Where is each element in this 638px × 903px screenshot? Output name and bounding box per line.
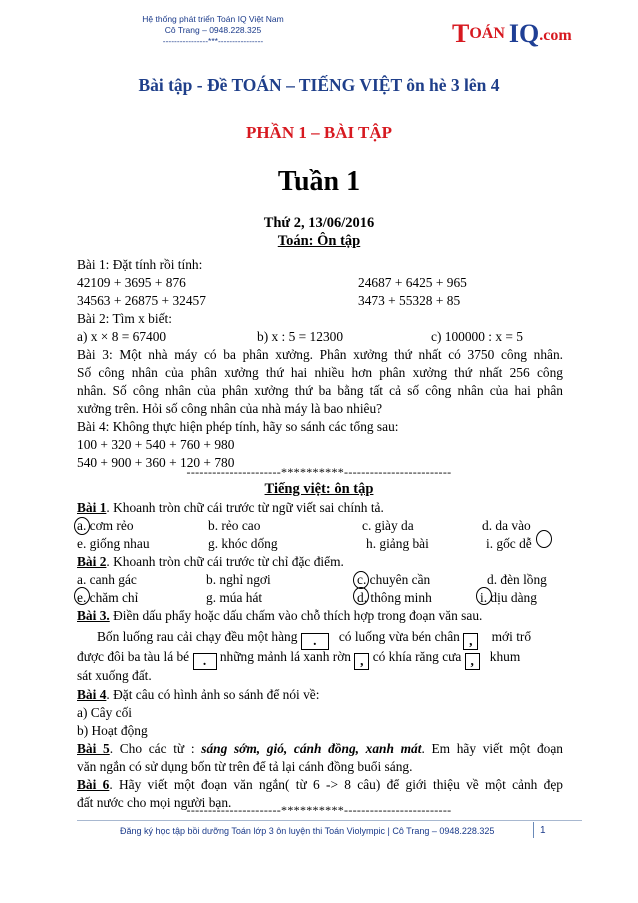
viet-b5-line2: văn ngắn có sử dụng bốn từ trên để tả lại cánh đồng buổi sáng.: [77, 759, 413, 774]
viet-b1-opt-b: b. rẻo cao: [208, 518, 261, 533]
header-divider: ----------------***----------------: [162, 36, 264, 46]
viet-b1-opt-i: i. gốc dễ: [486, 536, 532, 551]
math-b1-r2-left: 34563 + 26875 + 32457: [77, 293, 206, 308]
punctuation-box[interactable]: ,: [463, 633, 478, 650]
math-b4-row2: 540 + 900 + 360 + 120 + 780: [77, 455, 235, 470]
answer-circle: [476, 587, 492, 605]
viet-b1-opt-e: e. giống nhau: [77, 536, 150, 551]
viet-b2-opt-d: d. đèn lồng: [487, 572, 547, 587]
viet-b6-line1: Bài 6. Hãy viết một đoạn văn ngắn( từ 6 -> 8 câu) để giới thiệu về một cảnh đẹp: [77, 777, 563, 792]
math-b3-line4: xưởng trên. Hỏi số công nhân của nhà máy là bao nhiêu?: [77, 401, 383, 416]
section-separator: ----------------------**********-------------------------: [186, 465, 452, 479]
viet-b2-instruction: Bài 2. Khoanh tròn chữ cái trước từ chỉ đặc điểm.: [77, 554, 344, 569]
punctuation-box[interactable]: ,: [465, 653, 480, 670]
punctuation-box[interactable]: .: [301, 633, 329, 650]
part-title: PHẦN 1 – BÀI TẬP: [245, 123, 393, 142]
viet-b4-a: a) Cây cối: [77, 705, 133, 720]
punctuation-box[interactable]: ,: [354, 653, 369, 670]
math-b2-title: Bài 2: Tìm x biết:: [77, 311, 172, 326]
week-title: Tuần 1: [277, 166, 361, 197]
math-b2-c: c) 100000 : x = 5: [431, 329, 523, 344]
page-number: 1: [540, 825, 546, 836]
viet-b1-opt-d: d. da vào: [482, 518, 531, 533]
viet-b1-opt-a: a. cơm rẻo: [77, 518, 134, 533]
header-org: Hệ thống phát triển Toán IQ Việt Nam: [142, 14, 284, 24]
math-b1-r2-right: 3473 + 55328 + 85: [358, 293, 461, 308]
viet-b2-opt-d2: d. thông minh: [357, 590, 432, 605]
viet-b6-line2: đất nước cho mọi người bạn.: [77, 795, 232, 810]
viet-b1-opt-c: c. giày da: [362, 518, 414, 533]
math-b4-title: Bài 4: Không thực hiện phép tính, hãy so sánh các tổng sau:: [77, 419, 399, 434]
date-title: Thứ 2, 13/06/2016: [263, 215, 375, 231]
viet-b3-paragraph-line1: Bốn luống rau cải chạy đều một hàng . có luống vừa bén chân , mới trổ: [97, 629, 532, 648]
viet-b2-opt-e: e. chăm chỉ: [77, 590, 139, 605]
viet-b1-opt-g: g. khóc dống: [208, 536, 278, 551]
math-b1-r1-right: 24687 + 6425 + 965: [358, 275, 467, 290]
answer-circle: [74, 517, 90, 535]
math-b3-line3: nhân. Số công nhân của phân xưởng thứ ba bằng tất cả số công nhân của hai phân: [77, 383, 563, 398]
math-b1-title: Bài 1: Đặt tính rồi tính:: [77, 257, 203, 272]
math-heading: Toán: Ôn tập: [277, 233, 361, 249]
viet-b1-instruction: Bài 1. Khoanh tròn chữ cái trước từ ngữ viết sai chính tả.: [77, 500, 384, 515]
math-b2-b: b) x : 5 = 12300: [257, 329, 344, 344]
punctuation-box[interactable]: .: [193, 653, 217, 670]
viet-b3-instruction: Bài 3. Điền dấu phẩy hoặc dấu chấm vào chỗ thích hợp trong đoạn văn sau.: [77, 608, 483, 623]
math-b3-line1: Bài 3: Một nhà máy có ba phân xưởng. Phân xưởng thứ nhất có 3750 công nhân.: [77, 347, 563, 362]
math-b3-line2: Số công nhân của phân xưởng thứ hai nhiều hơn phân xưởng thứ nhất 256 công: [77, 365, 563, 380]
toaniq-logo: TOÁN IQ.com: [452, 19, 572, 48]
viet-b1-opt-h: h. giảng bài: [366, 536, 429, 551]
viet-b2-opt-i: i. dịu dàng: [480, 590, 537, 605]
viet-b4-b: b) Hoạt động: [77, 723, 148, 738]
answer-circle: [74, 587, 90, 605]
viet-b2-opt-a: a. canh gác: [77, 572, 137, 587]
document-title: Bài tập - Đề TOÁN – TIẾNG VIỆT ôn hè 3 lên 4: [138, 75, 500, 95]
viet-heading: Tiếng việt: ôn tập: [264, 481, 374, 497]
viet-b4-instruction: Bài 4. Đặt câu có hình ảnh so sánh để nói về:: [77, 687, 320, 702]
header-info: [118, 14, 308, 47]
footer-text: Đăng ký học tập bồi dưỡng Toán lớp 3 ôn luyện thi Toán Violympic | Cô Trang – 0948.228.325: [120, 826, 495, 836]
header-contact: Cô Trang – 0948.228.325: [164, 25, 262, 35]
viet-b3-paragraph-line2: được đôi ba tàu lá bé . những mảnh lá xanh rờn , có khía răng cưa , khum: [77, 649, 521, 668]
viet-b3-paragraph-line3: sát xuống đất.: [77, 668, 152, 683]
footer-divider: [77, 820, 582, 821]
viet-b2-opt-b: b. nghỉ ngơi: [206, 572, 271, 587]
answer-circle: [536, 530, 552, 548]
viet-b2-opt-c: c. chuyên cần: [357, 572, 431, 587]
math-b1-r1-left: 42109 + 3695 + 876: [77, 275, 186, 290]
answer-circle: [353, 587, 369, 605]
math-b4-row1: 100 + 320 + 540 + 760 + 980: [77, 437, 235, 452]
viet-b2-opt-g: g. múa hát: [206, 590, 263, 605]
viet-b5-line1: Bài 5. Cho các từ : sáng sớm, gió, cánh đồng, xanh mát. Em hãy viết một đoạn: [77, 741, 563, 756]
math-b2-a: a) x × 8 = 67400: [77, 329, 167, 344]
section-separator-bottom: ----------------------**********-------------------------: [186, 803, 452, 817]
